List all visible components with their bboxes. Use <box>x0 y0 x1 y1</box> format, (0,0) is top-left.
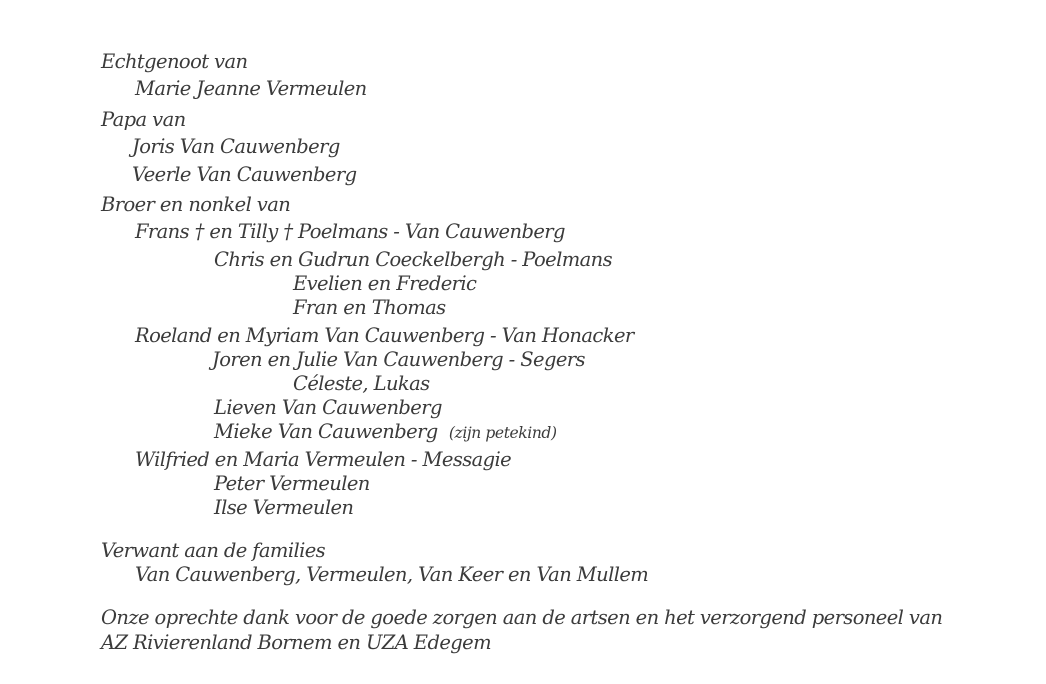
sibling-wilfried: Wilfried en Maria Vermeulen - Messagie <box>135 448 512 471</box>
child-name: Veerle Van Cauwenberg <box>132 163 357 186</box>
spouse-heading: Echtgenoot van <box>101 50 248 73</box>
sibling-frans: Frans † en Tilly † Poelmans - Van Cauwenberg <box>135 220 565 243</box>
child-name: Joris Van Cauwenberg <box>132 135 340 158</box>
grandnephew-line: Céleste, Lukas <box>293 372 430 395</box>
grandnephew-line: Fran en Thomas <box>293 296 446 319</box>
niece-ilse: Ilse Vermeulen <box>214 496 354 519</box>
niece-mieke-name: Mieke Van Cauwenberg <box>214 420 438 443</box>
nephew-lieven: Lieven Van Cauwenberg <box>214 396 442 419</box>
thanks-line-2: AZ Rivierenland Bornem en UZA Edegem <box>101 631 491 654</box>
grandnephew-line: Evelien en Frederic <box>293 272 477 295</box>
sibling-roeland: Roeland en Myriam Van Cauwenberg - Van Honacker <box>135 324 634 347</box>
nephew-joren: Joren en Julie Van Cauwenberg - Segers <box>212 348 585 371</box>
nephew-chris: Chris en Gudrun Coeckelbergh - Poelmans <box>214 248 613 271</box>
spouse-name: Marie Jeanne Vermeulen <box>135 77 367 100</box>
thanks-line-1: Onze oprechte dank voor de goede zorgen aan de artsen en het verzorgend personeel van <box>101 606 943 629</box>
siblings-heading: Broer en nonkel van <box>101 193 291 216</box>
children-heading: Papa van <box>101 108 186 131</box>
families-names: Van Cauwenberg, Vermeulen, Van Keer en Van Mullem <box>135 563 649 586</box>
families-heading: Verwant aan de families <box>101 539 326 562</box>
nephew-peter: Peter Vermeulen <box>214 472 370 495</box>
niece-mieke <box>214 420 557 445</box>
godchild-note: (zijn petekind) <box>448 424 557 442</box>
